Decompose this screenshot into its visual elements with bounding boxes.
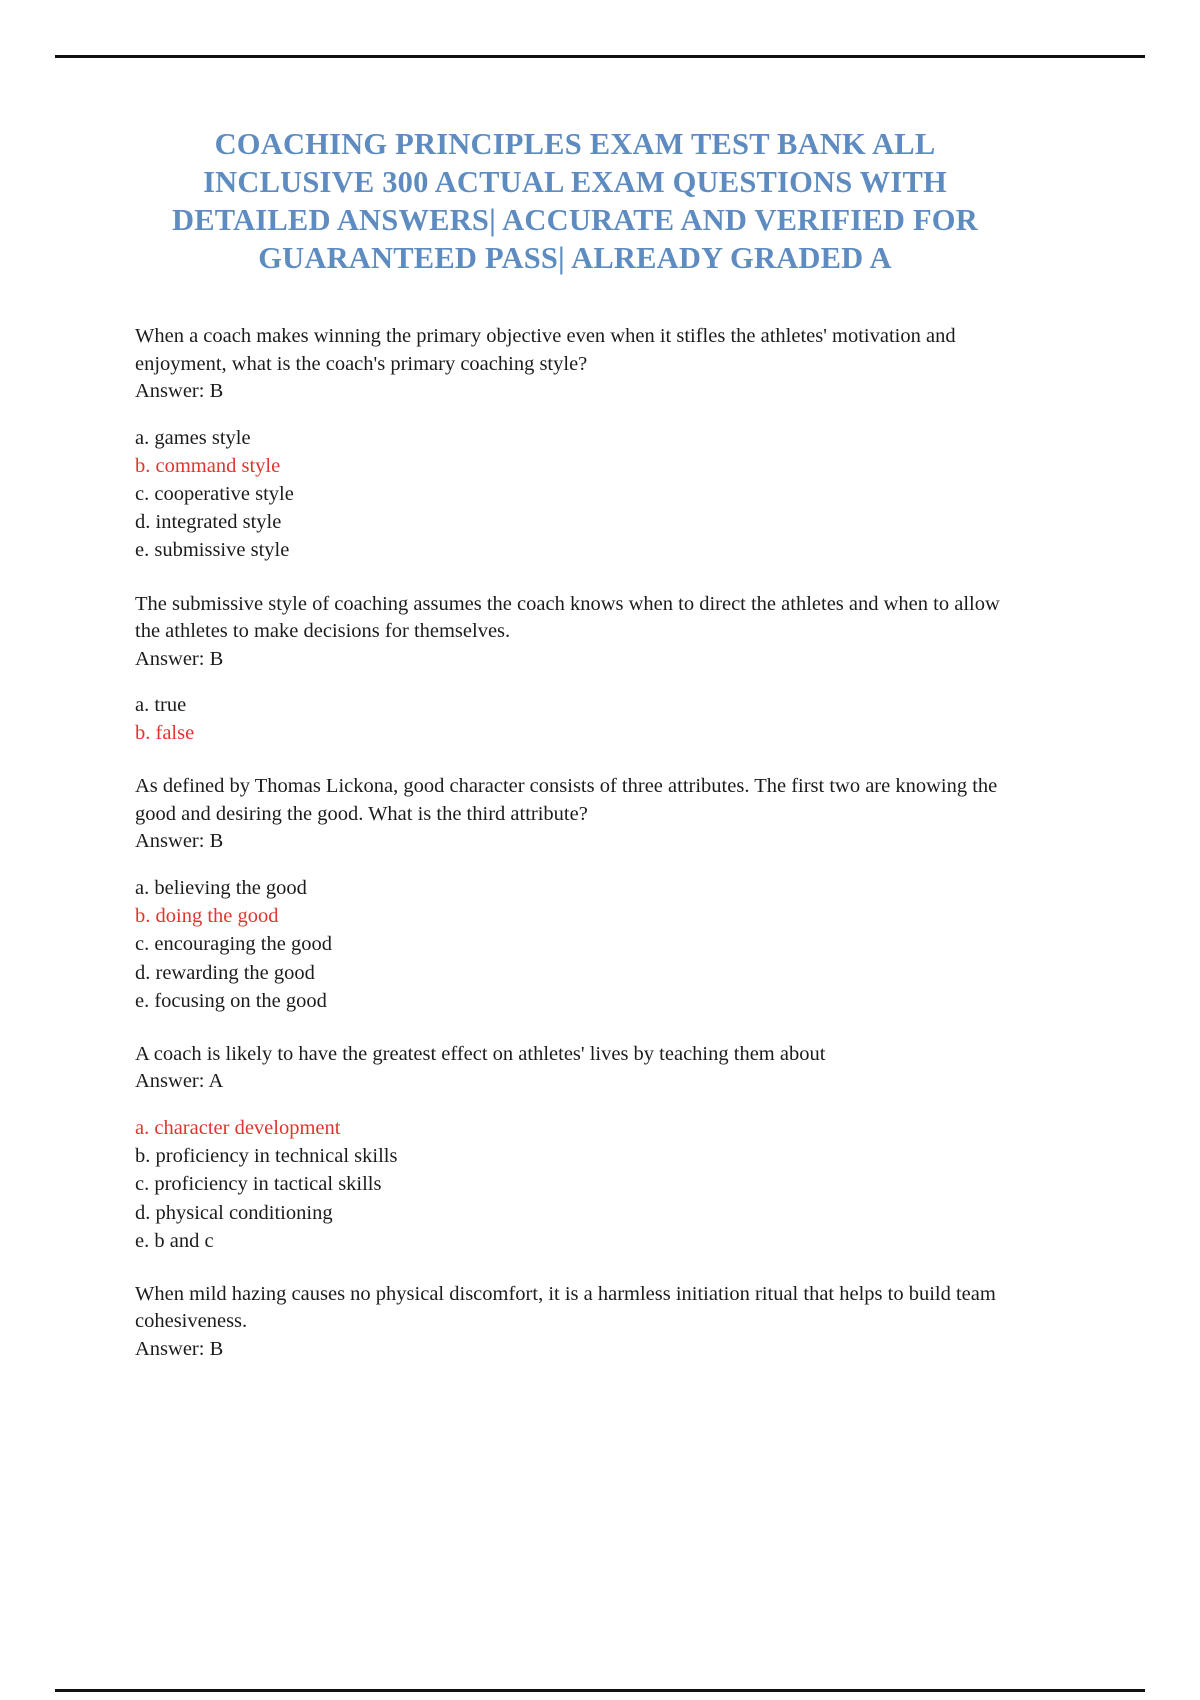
- question-text: When mild hazing causes no physical discomfort, it is a harmless initiation ritual that helps to build team cohesiveness.: [135, 1282, 996, 1333]
- question-block: [135, 1281, 1015, 1364]
- question-block: [135, 323, 1015, 565]
- option-item[interactable]: a. true: [135, 694, 187, 717]
- header-rule: [55, 55, 1145, 58]
- option-item-correct[interactable]: b. command style: [135, 454, 281, 477]
- option-item[interactable]: d. integrated style: [135, 511, 282, 534]
- option-list: [135, 691, 1015, 747]
- option-list: [135, 1114, 1015, 1255]
- option-item[interactable]: a. games style: [135, 426, 251, 449]
- question-text: A coach is likely to have the greatest effect on athletes' lives by teaching them about: [135, 1042, 826, 1065]
- option-item[interactable]: e. focusing on the good: [135, 989, 327, 1012]
- option-item[interactable]: d. physical conditioning: [135, 1201, 333, 1224]
- answer-label: Answer: B: [135, 1337, 224, 1360]
- option-item[interactable]: a. believing the good: [135, 876, 307, 899]
- option-item-correct[interactable]: a. character development: [135, 1116, 341, 1139]
- answer-label: Answer: B: [135, 830, 224, 853]
- question-text: The submissive style of coaching assumes the coach knows when to direct the athletes and when to allow the athletes to make decisions for themselves.: [135, 592, 1000, 643]
- option-item[interactable]: e. b and c: [135, 1229, 214, 1252]
- question-list: [135, 323, 1015, 1363]
- page-title: COACHING PRINCIPLES EXAM TEST BANK ALL INCLUSIVE 300 ACTUAL EXAM QUESTIONS WITH DETAILED ANSWERS| ACCURATE AND VERIFIED FOR GUARANTEED PASS| ALREADY GRADED A: [172, 127, 978, 275]
- question-text: When a coach makes winning the primary objective even when it stifles the athletes' motivation and enjoyment, what is the coach's primary coaching style?: [135, 325, 956, 375]
- answer-label: Answer: B: [135, 380, 224, 402]
- answer-label: Answer: B: [135, 647, 224, 670]
- question-block: [135, 773, 1015, 1015]
- option-item-correct[interactable]: b. false: [135, 722, 195, 745]
- footer-rule: [55, 1689, 1145, 1692]
- option-list: [135, 874, 1015, 1015]
- question-block: [135, 591, 1015, 748]
- question-text: As defined by Thomas Lickona, good character consists of three attributes. The first two are knowing the good and desiring the good. What is the third attribute?: [135, 775, 998, 825]
- question-block: [135, 1041, 1015, 1255]
- option-list: [135, 424, 1015, 565]
- document-content: [135, 125, 1015, 1389]
- option-item[interactable]: c. cooperative style: [135, 482, 294, 505]
- option-item[interactable]: b. proficiency in technical skills: [135, 1145, 398, 1168]
- answer-label: Answer: A: [135, 1070, 224, 1093]
- option-item[interactable]: e. submissive style: [135, 539, 290, 562]
- option-item[interactable]: c. proficiency in tactical skills: [135, 1173, 382, 1196]
- option-item[interactable]: c. encouraging the good: [135, 933, 332, 956]
- option-item-correct[interactable]: b. doing the good: [135, 905, 279, 928]
- option-item[interactable]: d. rewarding the good: [135, 961, 315, 984]
